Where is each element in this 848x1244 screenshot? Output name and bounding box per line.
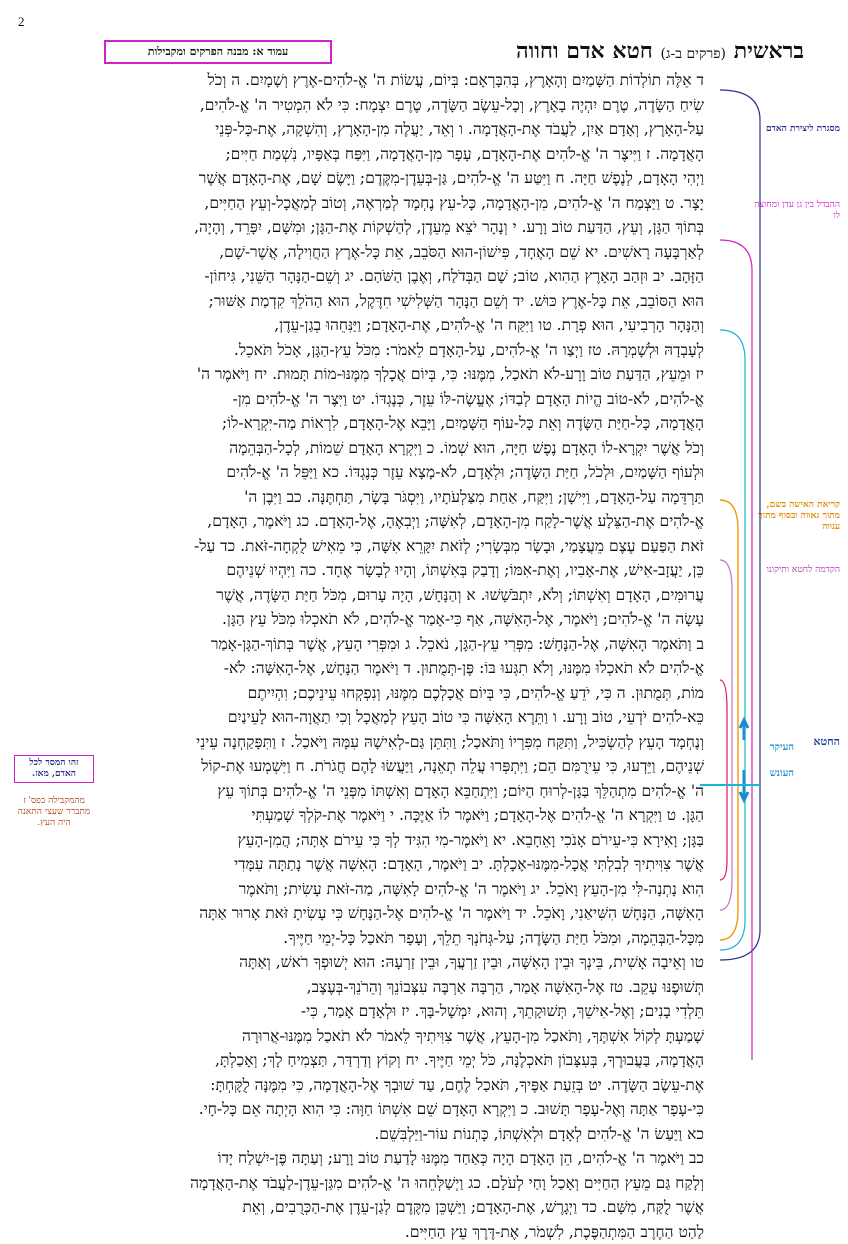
text-line: עַל-הָאָרֶץ, וְאָדָם אַיִן, לַעֲבֹד אֶת-הָאֲדָמָה. ו וְאֵד, יַעֲלֶה מִן-הָאָרֶץ, וְהִשְׁקָה, אֶת-כָּל-פְּנֵי <box>104 117 704 142</box>
bracket-garden <box>720 240 752 1060</box>
text-line: כֵּן, יַעֲזָב-אִישׁ, אֶת-אָבִיו, וְאֶת-אִמּוֹ; וְדָבַק בְּאִשְׁתּוֹ, וְהָיוּ לְבָשָׂר אֶחָד. כה וַיִּהְיוּ שְׁנֵיהֶם <box>104 558 704 583</box>
text-line: הוּא הַסּוֹבֵב, אֵת כָּל-אֶרֶץ כּוּשׁ. יד וְשֵׁם הַנָּהָר הַשְּׁלִישִׁי חִדֶּקֶל, הוּא הַהֹלֵךְ קִדְמַת אַשּׁוּר; <box>104 289 704 314</box>
page-number: 2 <box>18 14 25 30</box>
bracket-naming <box>720 500 738 940</box>
text-line: אֲשֶׁר לֻקַּח, מִשָּׁם. כד וַיְגָרֶשׁ, אֶת-הָאָדָם; וַיַּשְׁכֵּן מִקֶּדֶם לְגַן-עֵדֶן אֶת-הַכְּרֻבִים, וְאֵת <box>104 1195 704 1220</box>
text-line: וְהַנָּהָר הָרְבִיעִי, הוּא פְרָת. טו וַיִּקַּח ה' אֱ-לֹהִים, אֶת-הָאָדָם; וַיַּנִּחֵהוּ בְגַן-עֵדֶן, <box>104 313 704 338</box>
text-line: הַגָּן. ט וַיִּקְרָא ה' אֱ-לֹהִים אֶל-הָאָדָם; וַיֹּאמֶר לוֹ אַיֶּכָּה. י וַיֹּאמֶר אֶת-קֹלְךָ שָׁמַעְתִּי <box>104 803 704 828</box>
title-main: חטא אדם וחווה <box>516 38 653 64</box>
text-line: זֹאת הַפַּעַם עֶצֶם מֵעֲצָמַי, וּבָשָׂר מִבְּשָׂרִי; לְזֹאת יִקָּרֵא אִשָּׁה, כִּי מֵאִישׁ לֻקְחָה-זֹּאת. כד עַל- <box>104 534 704 559</box>
text-line: לַהַט הַחֶרֶב הַמִּתְהַפֶּכֶת, לִשְׁמֹר, אֶת-דֶּרֶךְ עֵץ הַחַיִּים. <box>104 1220 704 1244</box>
label-the-sin: החטא <box>750 736 840 747</box>
text-line: וּלְעוֹף הַשָּׁמַיִם, וּלְכֹל, חַיַּת הַשָּׂדֶה; וּלְאָדָם, לֹא-מָצָא עֵזֶר כְּנֶגְדּוֹ. כא וַיַּפֵּל ה' אֱ-לֹהִים <box>104 460 704 485</box>
text-line: כֵּא-לֹהִים יֹדְעֵי, טוֹב וָרָע. ו וַתֵּרֶא הָאִשָּׁה כִּי טוֹב הָעֵץ לְמַאֲכָל וְכִי תַאֲוָה-הוּא לָעֵינַיִם <box>104 705 704 730</box>
text-line: אֱ-לֹהִים אֶת-הַצֵּלָע אֲשֶׁר-לָקַח מִן-הָאָדָם, לְאִשָּׁה; וַיְבִאֶהָ, אֶל-הָאָדָם. כג וַיֹּאמֶר, הָאָדָם, <box>104 509 704 534</box>
text-line: הָאֲדָמָה. ז וַיִּיצֶר ה' אֱ-לֹהִים אֶת-הָאָדָם, עָפָר מִן-הָאֲדָמָה, וַיִּפַּח בְּאַפָּיו, נִשְׁמַת חַיִּים; <box>104 142 704 167</box>
text-line: הִוא נָתְנָה-לִּי מִן-הָעֵץ וָאֹכֵל. יג וַיֹּאמֶר ה' אֱ-לֹהִים לָאִשָּׁה, מַה-זֹּאת עָשִׂית; וַתֹּאמֶר <box>104 877 704 902</box>
title-book: בראשית <box>734 38 804 64</box>
text-line: וְנֶחְמָד הָעֵץ לְהַשְׂכִּיל, וַתִּקַּח מִפִּרְיוֹ וַתֹּאכַל; וַתִּתֵּן גַּם-לְאִישָׁהּ עִמָּהּ וַיֹּאכַל. ז וַתִּפָּקַחְנָה עֵינֵי <box>104 730 704 755</box>
text-line: תְּשׁוּפֶנּוּ עָקֵב. טז אֶל-הָאִשָּׁה אָמַר, הַרְבָּה אַרְבֶּה עִצְּבוֹנֵךְ וְהֵרֹנֵךְ-בְּעֶצֶב, <box>104 975 704 1000</box>
text-line: לְעָבְדָהּ וּלְשָׁמְרָהּ. טז וַיְצַו ה' אֱ-לֹהִים, עַל-הָאָדָם לֵאמֹר: מִכֹּל עֵץ-הַגָּן, אָכֹל תֹּאכֵל. <box>104 338 704 363</box>
text-line: כב וַיֹּאמֶר ה' אֱ-לֹהִים, הֵן הָאָדָם הָיָה כְּאַחַד מִמֶּנּוּ לָדַעַת טוֹב וָרָע; וְעַתָּה פֶּן-יִשְׁלַח יָדוֹ <box>104 1146 704 1171</box>
scripture-text <box>104 68 704 1244</box>
text-line: עָשָׂה ה' אֱ-לֹהִים; וַיֹּאמֶר, אֶל-הָאִשָּׁה, אַף כִּי-אָמַר אֱ-לֹהִים, לֹא תֹאכְלוּ מִכֹּל עֵץ הַגָּן. <box>104 607 704 632</box>
text-line: שָׁמַעְתָּ לְקוֹל אִשְׁתֶּךָ, וַתֹּאכַל מִן-הָעֵץ, אֲשֶׁר צִוִּיתִיךָ לֵאמֹר לֹא תֹאכַל מִמֶּנּוּ-אֲרוּרָה <box>104 1024 704 1049</box>
text-line: ד אֵלֶּה תוֹלְדוֹת הַשָּׁמַיִם וְהָאָרֶץ, בְּהִבָּרְאָם: בְּיוֹם, עֲשׂוֹת ה' אֱ-לֹהִים-אֶרֶץ וְשָׁמָיִם. ה וְכֹל <box>104 68 704 93</box>
text-line: אֱ-לֹהִים, לֹא-טוֹב הֱיוֹת הָאָדָם לְבַדּוֹ; אֶעֱשֶׂה-לּוֹ עֵזֶר, כְּנֶגְדּוֹ. יט וַיִּצֶר ה' אֱ-לֹהִים מִן- <box>104 387 704 412</box>
text-line: הָאֲדָמָה, בַּעֲבוּרֶךָ, בְּעִצָּבוֹן תֹּאכְלֶנָּה, כֹּל יְמֵי חַיֶּיךָ. יח וְקוֹץ וְדַרְדַּר, תַּצְמִיחַ לָךְ; וְאָכַלְתָּ, <box>104 1048 704 1073</box>
text-line: עֲרוּמִּים, הָאָדָם וְאִשְׁתּוֹ; וְלֹא, יִתְבֹּשָׁשׁוּ. א וְהַנָּחָשׁ, הָיָה עָרוּם, מִכֹּל חַיַּת הַשָּׂדֶה, אֲשֶׁר <box>104 583 704 608</box>
text-line: כִּי-עָפָר אַתָּה וְאֶל-עָפָר תָּשׁוּב. כ וַיִּקְרָא הָאָדָם שֵׁם אִשְׁתּוֹ חַוָּה: כִּי הִוא הָיְתָה אֵם כָּל-חָי. <box>104 1097 704 1122</box>
text-line: יז וּמֵעֵץ, הַדַּעַת טוֹב וָרָע-לֹא תֹאכַל, מִמֶּנּוּ: כִּי, בְּיוֹם אֲכָלְךָ מִמֶּנּוּ-מוֹת תָּמוּת. יח וַיֹּאמֶר ה' <box>104 362 704 387</box>
text-line: בְּתוֹךְ הַגָּן, וְעֵץ, הַדַּעַת טוֹב וָרָע. י וְנָהָר יֹצֵא מֵעֵדֶן, לְהַשְׁקוֹת אֶת-הַגָּן; וּמִשָּׁם, יִפָּרֵד, וְהָיָה, <box>104 215 704 240</box>
text-line: בַּגָּן; וָאִירָא כִּי-עֵירֹם אָנֹכִי וָאֵחָבֵא. יא וַיֹּאמֶר-מִי הִגִּיד לְךָ כִּי עֵירֹם אָתָּה; הֲמִן-הָעֵץ <box>104 828 704 853</box>
text-line: לְאַרְבָּעָה רָאשִׁים. יא שֵׁם הָאֶחָד, פִּישׁוֹן-הוּא הַסֹּבֵב, אֵת כָּל-אֶרֶץ הַחֲוִילָה, אֲשֶׁר-שָׁם, <box>104 240 704 265</box>
text-line: שִׂיחַ הַשָּׂדֶה, טֶרֶם יִהְיֶה בָאָרֶץ, וְכָל-עֵשֶׂב הַשָּׂדֶה, טֶרֶם יִצְמָח: כִּי לֹא הִמְטִיר ה' אֱ-לֹהִים, <box>104 93 704 118</box>
note-message: זהו המסר לכל האדם, מאז. <box>14 755 94 783</box>
text-line: שְׁנֵיהֶם, וַיֵּדְעוּ, כִּי עֵירֻמִּם הֵם; וַיִּתְפְּרוּ עֲלֵה תְאֵנָה, וַיַּעֲשׂוּ לָהֶם חֲגֹרֹת. ח וַיִּשְׁמְעוּ אֶת-קוֹל <box>104 754 704 779</box>
text-line: כא וַיַּעַשׂ ה' אֱ-לֹהִים לְאָדָם וּלְאִשְׁתּוֹ, כָּתְנוֹת עוֹר-וַיַּלְבִּשֵׁם. <box>104 1122 704 1147</box>
text-line: הָאֲדָמָה, כָּל-חַיַּת הַשָּׂדֶה וְאֵת כָּל-עוֹף הַשָּׁמַיִם, וַיָּבֵא אֶל-הָאָדָם, לִרְאוֹת מַה-יִּקְרָא-לוֹ; <box>104 411 704 436</box>
text-line: תֵּלְדִי בָנִים; וְאֶל-אִישֵׁךְ, תְּשׁוּקָתֵךְ, וְהוּא, יִמְשָׁל-בָּךְ. יז וּלְאָדָם אָמַר, כִּי- <box>104 999 704 1024</box>
text-line: מִכָּל-הַבְּהֵמָה, וּמִכֹּל חַיַּת הַשָּׂדֶה; עַל-גְּחֹנְךָ תֵלֵךְ, וְעָפָר תֹּאכַל כָּל-יְמֵי חַיֶּיךָ. <box>104 926 704 951</box>
text-line: אֶת-עֵשֶׂב הַשָּׂדֶה. יט בְּזֵעַת אַפֶּיךָ, תֹּאכַל לֶחֶם, עַד שׁוּבְךָ אֶל-הָאֲדָמָה, כִּי מִמֶּנָּה לֻקָּחְתָּ: <box>104 1073 704 1098</box>
text-line: אֲשֶׁר צִוִּיתִיךָ לְבִלְתִּי אֲכָל-מִמֶּנּוּ-אָכָלְתָּ. יב וַיֹּאמֶר, הָאָדָם: הָאִשָּׁה אֲשֶׁר נָתַתָּה עִמָּדִי <box>104 852 704 877</box>
bracket-frame <box>720 90 760 960</box>
text-line: וְכֹל אֲשֶׁר יִקְרָא-לוֹ הָאָדָם נֶפֶשׁ חַיָּה, הוּא שְׁמוֹ. כ וַיִּקְרָא הָאָדָם שֵׁמוֹת, לְכָל-הַבְּהֵמָה <box>104 436 704 461</box>
label-naming-woman: קריאת האישה בשם, מתוך גאווה ובסוף מתוך ענווה <box>750 500 840 533</box>
text-line: הָאִשָּׁה, הַנָּחָשׁ הִשִּׁיאַנִי, וָאֹכֵל. יד וַיֹּאמֶר ה' אֱ-לֹהִים אֶל-הַנָּחָשׁ כִּי עָשִׂיתָ זֹּאת אָרוּר אַתָּה <box>104 901 704 926</box>
label-garden-distinction: ההבדל בין גן עדן ומחוצה לו <box>750 200 840 222</box>
structure-brackets <box>700 60 848 1060</box>
header-box-label: עמוד א: מבנה הפרקים ומקבילות <box>104 40 332 64</box>
text-line: ה' אֱ-לֹהִים מִתְהַלֵּךְ בַּגָּן-לְרוּחַ הַיּוֹם; וַיִּתְחַבֵּא הָאָדָם וְאִשְׁתּוֹ מִפְּנֵי ה' אֱ-לֹהִים בְּתוֹךְ עֵץ <box>104 779 704 804</box>
text-line: ב וַתֹּאמֶר הָאִשָּׁה, אֶל-הַנָּחָשׁ: מִפְּרִי עֵץ-הַגָּן, נֹאכֵל. ג וּמִפְּרִי הָעֵץ, אֲשֶׁר בְּתוֹךְ-הַגָּן-אָמַר <box>104 632 704 657</box>
text-line: וַיְהִי הָאָדָם, לְנֶפֶשׁ חַיָּה. ח וַיִּטַּע ה' אֱ-לֹהִים, גַּן-בְּעֵדֶן-מִקֶּדֶם; וַיָּשֶׂם שָׁם, אֶת-הָאָדָם אֲשֶׁר <box>104 166 704 191</box>
text-line: מוֹת, תְּמֻתוּן. ה כִּי, יֹדֵעַ אֱ-לֹהִים, כִּי בְּיוֹם אֲכָלְכֶם מִמֶּנּוּ, וְנִפְקְחוּ עֵינֵיכֶם; וִהְיִיתֶם <box>104 681 704 706</box>
text-line: טו וְאֵיבָה אָשִׁית, בֵּינְךָ וּבֵין הָאִשָּׁה, וּבֵין זַרְעֲךָ, וּבֵין זַרְעָהּ: הוּא יְשׁוּפְךָ רֹאשׁ, וְאַתָּה <box>104 950 704 975</box>
label-the-punishment: העונש <box>744 768 794 779</box>
text-line: הַזָּהָב. יב וּזְהַב הָאָרֶץ הַהִוא, טוֹב; שָׁם הַבְּדֹלַח, וְאֶבֶן הַשֹּׁהַם. יג וְשֵׁם-הַנָּהָר הַשֵּׁנִי, גִּיחוֹן- <box>104 264 704 289</box>
label-the-core: העיקר <box>744 742 794 753</box>
title-chapters: (פרקים ב-ג) <box>660 46 726 62</box>
text-line: וְלָקַח גַּם מֵעֵץ הַחַיִּים וְאָכַל וָחַי לְעֹלָם. כג וַיְשַׁלְּחֵהוּ ה' אֱ-לֹהִים מִגַּן-עֵדֶן-לַעֲבֹד אֶת-הָאֲדָמָה <box>104 1171 704 1196</box>
text-line: יָצָר. ט וַיַּצְמַח ה' אֱ-לֹהִים, מִן-הָאֲדָמָה, כָּל-עֵץ נֶחְמָד לְמַרְאֶה, וְטוֹב לְמַאֲכָל-וְעֵץ הַחַיִּים, <box>104 191 704 216</box>
bracket-intro <box>720 560 732 910</box>
text-line: תַּרְדֵּמָה עַל-הָאָדָם, וַיִּישָׁן; וַיִּקַּח, אַחַת מִצַּלְעֹתָיו, וַיִּסְגֹּר בָּשָׂר, תַּחְתֶּנָּה. כב וַיִּבֶן ה' <box>104 485 704 510</box>
label-intro-sin: הקדמה לחטא ותיקונו <box>750 565 840 576</box>
note-parallel: מהמקבילה בפס' ז מתברר שעצי התאנה היה העץ. <box>14 796 94 829</box>
bracket-sin <box>720 680 727 880</box>
label-frame-creation: מסגרת ליצירת האדם <box>750 124 840 135</box>
arrow-up <box>740 720 748 740</box>
text-line: אֱ-לֹהִים לֹא תֹאכְלוּ מִמֶּנּוּ, וְלֹא תִגְּעוּ בּוֹ: פֶּן-תְּמֻתוּן. ד וַיֹּאמֶר הַנָּחָשׁ, אֶל-הָאִשָּׁה: לֹא- <box>104 656 704 681</box>
